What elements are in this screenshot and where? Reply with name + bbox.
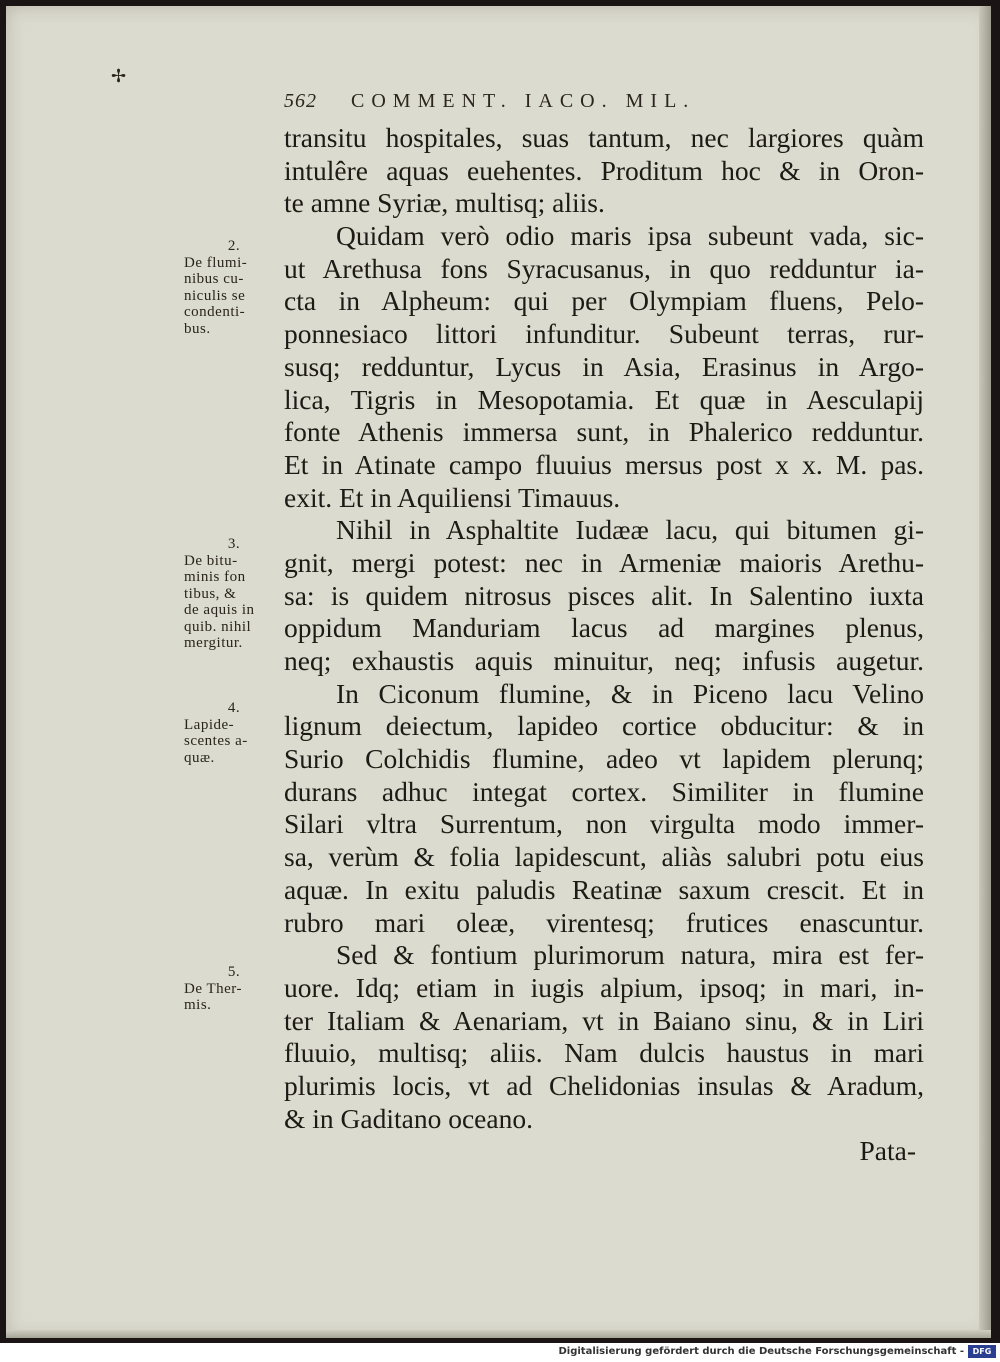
margin-note-number: 2. [227,238,241,254]
text-line: Sed & fontium plurimorum natura, mira est fer- [336,939,924,971]
margin-note-3 [184,536,284,652]
body-text [284,122,924,1168]
margin-note-line: tibus, & [184,585,237,602]
dfg-logo-icon: DFG [968,1345,996,1358]
margin-note-4 [184,700,284,766]
running-head [284,90,695,113]
text-line: lignum deiectum, lapideo cortice obducitur: & in [284,710,924,742]
text-line: Surio Colchidis flumine, adeo vt lapidem plerunq; [284,743,924,775]
margin-note-line: condenti- [184,304,246,320]
page-number: 562 [284,90,317,112]
margin-note-line: quib. nihil [184,618,252,635]
margin-note-line: niculis se [184,287,246,304]
margin-note-number: 3. [227,536,241,552]
text-line: oppidum Manduriam lacus ad margines plenus, [284,612,924,644]
margin-note-line: minis fon [184,569,246,585]
footer-bar [0,1343,1000,1362]
text-line: plurimis locis, vt ad Chelidonias insulas & Aradum, [284,1069,924,1101]
text-line: ut Arethusa fons Syracusanus, in quo redduntur ia- [284,252,924,284]
margin-note-line: mergitur. [184,635,243,651]
text-line: Nihil in Asphaltite Iudææ lacu, qui bitumen gi- [336,514,924,546]
text-line: lica, Tigris in Mesopotamia. Et quæ in Aesculapij [284,383,924,415]
text-line: transitu hospitales, suas tantum, nec largiores quàm [284,122,924,153]
text-line: neq; exhaustis aquis minuitur, neq; infusis augetur. [284,645,924,676]
margin-note-5 [184,964,284,1014]
text-line: Quidam verò odio maris ipsa subeunt vada, sic- [336,220,924,252]
text-line: In Ciconum flumine, & in Piceno lacu Velino [336,677,924,709]
margin-note-line: mis. [184,997,212,1013]
margin-note-line: De bitu- [184,552,238,569]
printer-mark-icon: ✢ [111,66,127,86]
margin-note-line: de aquis in [184,602,255,618]
funding-credit: Digitalisierung gefördert durch die Deutsche Forschungsgemeinschaft - [558,1346,964,1357]
text-line: cta in Alpheum: qui per Olympiam fluens, Pelo- [284,285,924,317]
margin-note-number: 5. [227,964,241,980]
text-line: Et in Atinate campo fluuius mersus post x x. M. pas. [284,448,924,480]
text-line: susq; redduntur, Lycus in Asia, Erasinus in Argo- [284,350,924,382]
margin-note-line: De flumi- [184,254,248,271]
margin-note-line: Lapide- [184,716,235,733]
margin-note-line: nibus cu- [184,271,244,287]
margin-note-line: quæ. [184,749,215,766]
text-line: Silari vltra Surrentum, non virgulta modo immer- [284,808,924,840]
text-line: ter Italiam & Aenariam, vt in Baiano sinu, & in Liri [284,1004,924,1036]
text-line: uore. Idq; etiam in iugis alpium, ipsoq; in mari, in- [284,971,924,1003]
margin-note-2 [184,238,284,337]
running-title: COMMENT. IACO. MIL. [351,90,696,112]
text-line: intulêre aquas euehentes. Proditum hoc & in Oron- [284,154,924,186]
page-edge-right [979,6,991,1338]
text-line: exit. Et in Aquiliensi Timauus. [284,481,621,513]
text-line: sa: is quidem nitrosus pisces alit. In Salentino iuxta [284,579,924,611]
text-line: rubro mari oleæ, virentesq; frutices enascuntur. [284,906,924,938]
margin-note-line: scentes a- [184,733,248,749]
text-line: aquæ. In exitu paludis Reatinæ saxum crescit. Et in [284,873,924,905]
margin-note-line: bus. [184,320,211,337]
text-line: sa, verùm & folia lapidescunt, aliàs salubri potu eius [284,841,924,873]
text-line: fonte Athenis immersa sunt, in Phalerico redduntur. [284,416,924,448]
page-edge-bottom [6,1330,991,1338]
text-line: durans adhuc integat cortex. Similiter in flumine [284,775,924,807]
text-line: & in Gaditano oceano. [284,1102,533,1134]
text-line: ponnesiaco littori infunditur. Subeunt terras, rur- [284,318,924,350]
book-page [6,6,991,1338]
margin-note-number: 4. [227,700,241,716]
catchword: Pata- [859,1135,916,1167]
text-line: te amne Syriæ, multisq; aliis. [284,187,605,219]
text-line: gnit, mergi potest: nec in Armeniæ maioris Arethu- [284,546,924,578]
margin-note-line: De Ther- [184,980,242,997]
text-line: fluuio, multisq; aliis. Nam dulcis haustus in mari [284,1037,924,1069]
